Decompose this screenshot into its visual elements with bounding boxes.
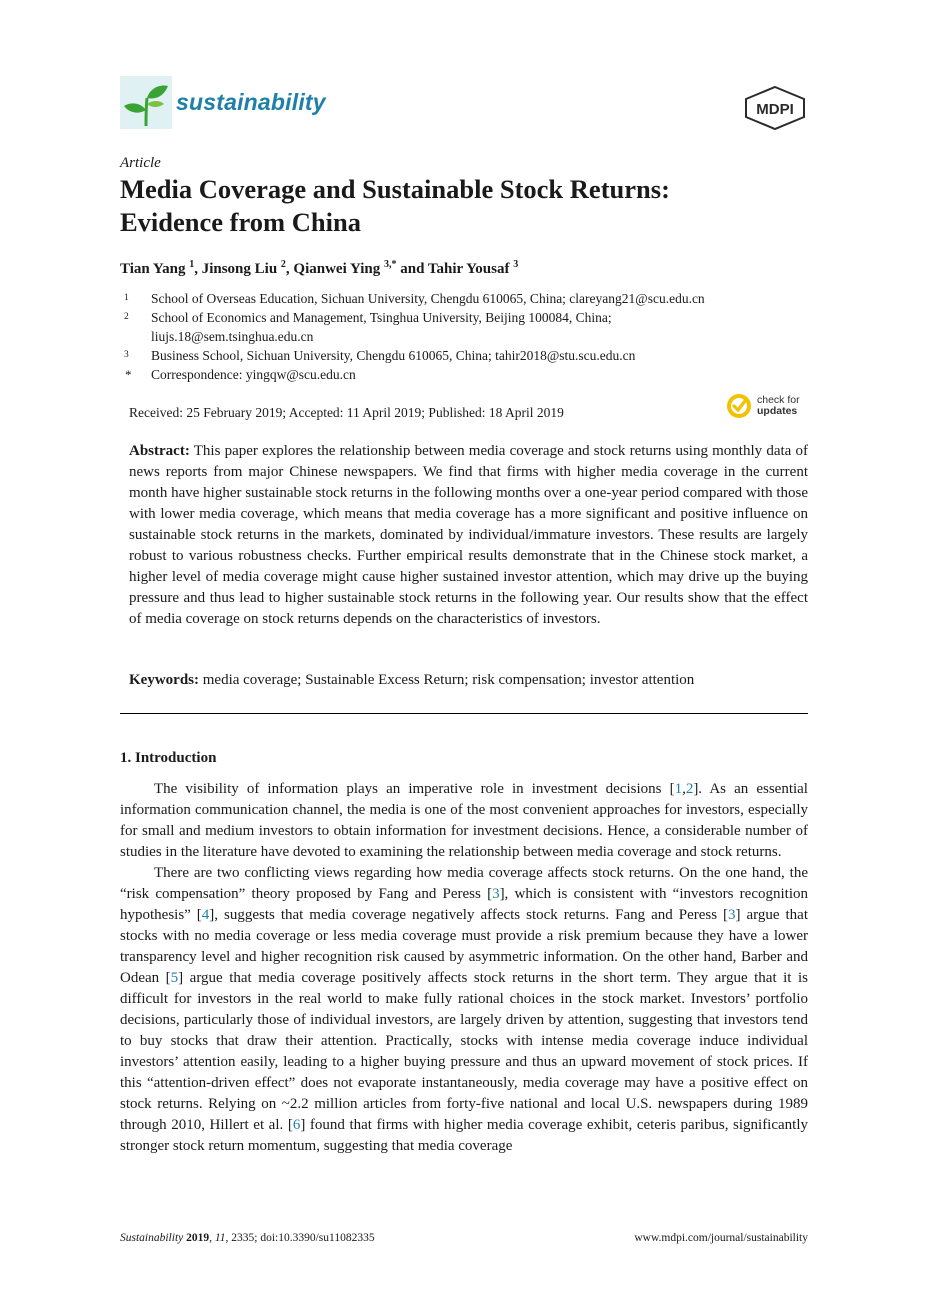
section-divider: [120, 713, 808, 714]
check-for-updates-label: [757, 395, 800, 417]
abstract-text: This paper explores the relationship between media coverage and stock returns using monthly data of news reports from major Chinese newspapers. We find that firms with higher media coverage in the current month have higher sustainable stock returns in the following months over a one-year period compared with those with lower media coverage, which means that media coverage has a more significant and positive influence on sustainable stock returns in the markets, dominated by individual/immature investors. These results are largely robust to various robustness checks. Further empirical results demonstrate that in the Chinese stock market, a higher level of media coverage might cause higher sustained investor attention, which may drive up the buying pressure and thus lead to higher sustainable stock returns in the following year. Our results show that the effect of media coverage on stock returns depends on the characteristics of investors.: [129, 443, 808, 627]
title-line-1: Media Coverage and Sustainable Stock Returns:: [120, 174, 670, 204]
footer-doi[interactable]: , 2335; doi:10.3390/su11082335: [225, 1232, 375, 1244]
introduction-body: [120, 779, 808, 1157]
citation-link[interactable]: 3: [728, 907, 736, 923]
affiliation-text: School of Overseas Education, Sichuan University, Chengdu 610065, China; clareyang21@scu.edu.cn: [151, 291, 705, 306]
affiliation-text: liujs.18@sem.tsinghua.edu.cn: [151, 329, 314, 344]
author-affiliation-mark: 1: [189, 259, 195, 270]
citation-link[interactable]: 4: [201, 907, 210, 923]
citation-link[interactable]: 6: [292, 1117, 301, 1133]
author-name[interactable]: Qianwei Ying: [293, 261, 381, 277]
affiliation-number: 2: [124, 312, 129, 322]
paragraph-2: There are two conflicting views regarding how media coverage affects stock returns. On the one hand, the “risk compensation” theory proposed by Fang and Peress [3], which is consistent with “investors recognition hypothesis” [4], suggests that media coverage negatively affects stock returns. Fang and Peress [3] argue that stocks with no media coverage or less media coverage must provide a risk premium because they have a lower transparency level and higher recognition risk caused by asymmetric information. On the other hand, Barber and Odean [5] argue that media coverage positively affects stock returns in the short term. They argue that it is difficult for investors in the real world to make fully rational choices in the stock market. Investors’ portfolio decisions, particularly those of individual investors, are largely driven by attention, suggesting that investors tend to buy stocks that draw their attention. Practically, stocks with intense media coverage induce individual investors’ attention easily, leading to a higher buying pressure and thus an upward movement of stock prices. If this “attention-driven effect” does not evaporate instantaneously, media coverage may have a positive effect on stock returns. Relying on ~2.2 million articles from forty-five national and local U.S. newspapers during 1989 through 2010, Hillert et al. [6] found that firms with higher media coverage exhibit, ceteris paribus, significantly stronger stock return momentum, suggesting that media coverage: [120, 865, 809, 1154]
title-line-2: Evidence from China: [120, 207, 361, 237]
footer-volume: 11: [214, 1232, 226, 1244]
article-title: [120, 173, 820, 239]
check-line-1: check for: [757, 394, 800, 406]
footer-citation: Sustainability 2019, 11, 2335; doi:10.3390/su11082335: [120, 1232, 375, 1244]
author-affiliation-mark: 2: [280, 259, 286, 270]
author-name[interactable]: Tahir Yousaf: [427, 261, 510, 277]
affiliation-text: School of Economics and Management, Tsinghua University, Beijing 100084, China;: [151, 310, 612, 325]
footer-url[interactable]: www.mdpi.com/journal/sustainability: [634, 1232, 808, 1244]
keywords: [129, 670, 808, 691]
publication-dates: Received: 25 February 2019; Accepted: 11 April 2019; Published: 18 April 2019: [129, 405, 564, 420]
sustainability-leaf-icon: [120, 76, 172, 129]
affiliation-number: 3: [124, 350, 129, 360]
journal-header: [120, 76, 808, 132]
author-separator: ,: [194, 261, 202, 277]
author-name[interactable]: Tian Yang: [120, 261, 186, 277]
author-affiliation-mark: 3,*: [384, 259, 397, 270]
citation-link[interactable]: 5: [170, 970, 179, 986]
author-list: [120, 259, 518, 278]
affiliation-text: Business School, Sichuan University, Chengdu 610065, China; tahir2018@stu.scu.edu.cn: [151, 348, 636, 363]
article-type: Article: [120, 155, 161, 171]
abstract-label: Abstract:: [129, 443, 190, 459]
mdpi-logo-text: MDPI: [756, 101, 794, 118]
correspondence-text: Correspondence: yingqw@scu.edu.cn: [151, 367, 356, 382]
author-affiliation-mark: 3: [513, 259, 519, 270]
section-heading: 1. Introduction: [120, 750, 217, 766]
keywords-text: media coverage; Sustainable Excess Return; risk compensation; investor attention: [202, 672, 695, 688]
check-line-2: updates: [757, 405, 798, 417]
paragraph-1: The visibility of information plays an imperative role in investment decisions [1,2]. As an essential information communication channel, the media is one of the most convenient approaches for investors, especially for small and medium investors to obtain information for investment decisions. Hence, a considerable number of studies in the literature have devoted to examining the relationship between media coverage and stock returns.: [120, 781, 808, 860]
correspondence-mark: *: [125, 367, 132, 382]
author-name[interactable]: Jinsong Liu: [201, 261, 278, 277]
author-separator: and: [396, 261, 428, 277]
affiliation-number: 1: [124, 293, 129, 303]
citation-link[interactable]: 3: [492, 886, 500, 902]
citation-link[interactable]: 1: [674, 781, 683, 797]
check-for-updates-button[interactable]: [726, 393, 808, 423]
mdpi-hexagon-logo[interactable]: [742, 85, 808, 131]
footer-year: 2019: [186, 1232, 210, 1244]
keywords-label: Keywords:: [129, 672, 199, 688]
footer-journal: Sustainability: [120, 1232, 184, 1244]
journal-name[interactable]: sustainability: [176, 89, 326, 115]
citation-link[interactable]: 2: [685, 781, 694, 797]
check-for-updates-icon: [726, 393, 752, 419]
author-separator: ,: [285, 261, 294, 277]
abstract: [129, 441, 808, 630]
